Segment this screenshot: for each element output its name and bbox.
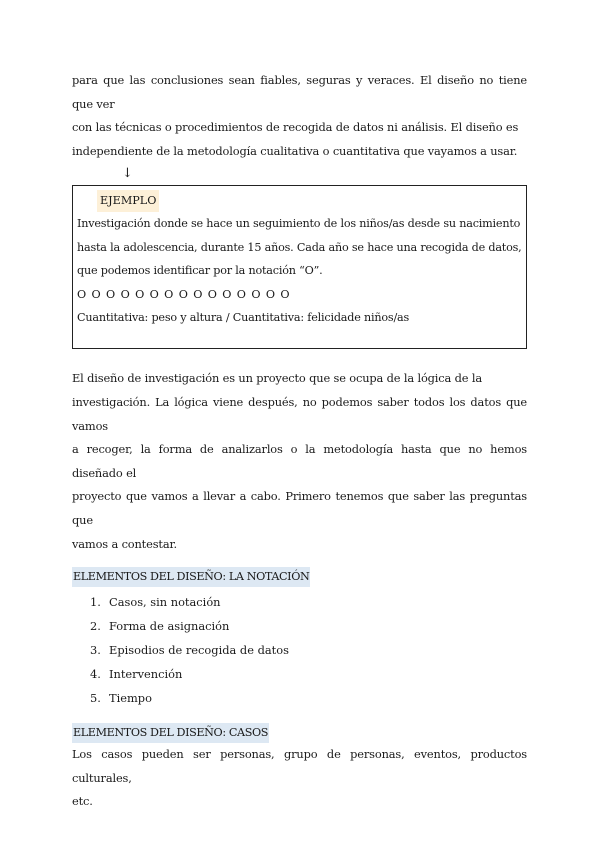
section-heading-notation: ELEMENTOS DEL DISEÑO: LA NOTACIÓN (72, 567, 310, 587)
intro-line: para que las conclusiones sean fiables, seguras y veraces. El diseño no tiene que ver (72, 73, 527, 111)
list-item: 4. Intervención (90, 667, 183, 682)
design-line: proyecto que vamos a llevar a cabo. Primero tenemos que saber las preguntas que (72, 489, 527, 527)
design-line: a recoger, la forma de analizarlos o la metodología hasta que no hemos diseñado el (72, 442, 527, 480)
section-heading-cases: ELEMENTOS DEL DISEÑO: CASOS (72, 723, 269, 743)
design-line: vamos a contestar. (72, 536, 177, 551)
cases-paragraph (72, 743, 527, 814)
example-line: hasta la adolescencia, durante 15 años. Cada año se hace una recogida de datos, (77, 240, 522, 254)
cases-line: Los casos pueden ser personas, grupo de personas, eventos, productos culturales, (72, 747, 527, 785)
list-item: 3. Episodios de recogida de datos (90, 643, 289, 658)
example-variables: Cuantitativa: peso y altura / Cuantitativa: felicidade niños/as (77, 311, 410, 324)
down-arrow-icon: ↓ (122, 166, 133, 182)
list-item: 1. Casos, sin notación (90, 595, 221, 610)
notation-list (72, 590, 527, 710)
section-heading-notation-wrap (72, 565, 527, 587)
observation-sequence: O O O O O O O O O O O O O O O (77, 287, 291, 301)
intro-paragraph (72, 69, 527, 163)
section-heading-cases-wrap (72, 721, 527, 743)
design-line: investigación. La lógica viene después, no podemos saber todos los datos que vamos (72, 394, 527, 433)
design-line: El diseño de investigación es un proyecto que se ocupa de la lógica de la (72, 371, 482, 386)
design-paragraph (72, 367, 527, 556)
example-line: Investigación donde se hace un seguimiento de los niños/as desde su nacimiento (77, 217, 521, 231)
example-line: que podemos identificar por la notación “O”. (77, 264, 323, 278)
document-page (72, 69, 527, 814)
intro-line: independiente de la metodología cualitativa o cuantitativa que vayamos a usar. (72, 143, 518, 158)
example-title: EJEMPLO (97, 190, 159, 212)
list-item: 2. Forma de asignación (90, 619, 230, 634)
example-box (72, 185, 527, 349)
intro-line: con las técnicas o procedimientos de recogida de datos ni análisis. El diseño es (72, 120, 519, 135)
list-item: 5. Tiempo (90, 691, 152, 706)
cases-line: etc. (72, 794, 93, 809)
